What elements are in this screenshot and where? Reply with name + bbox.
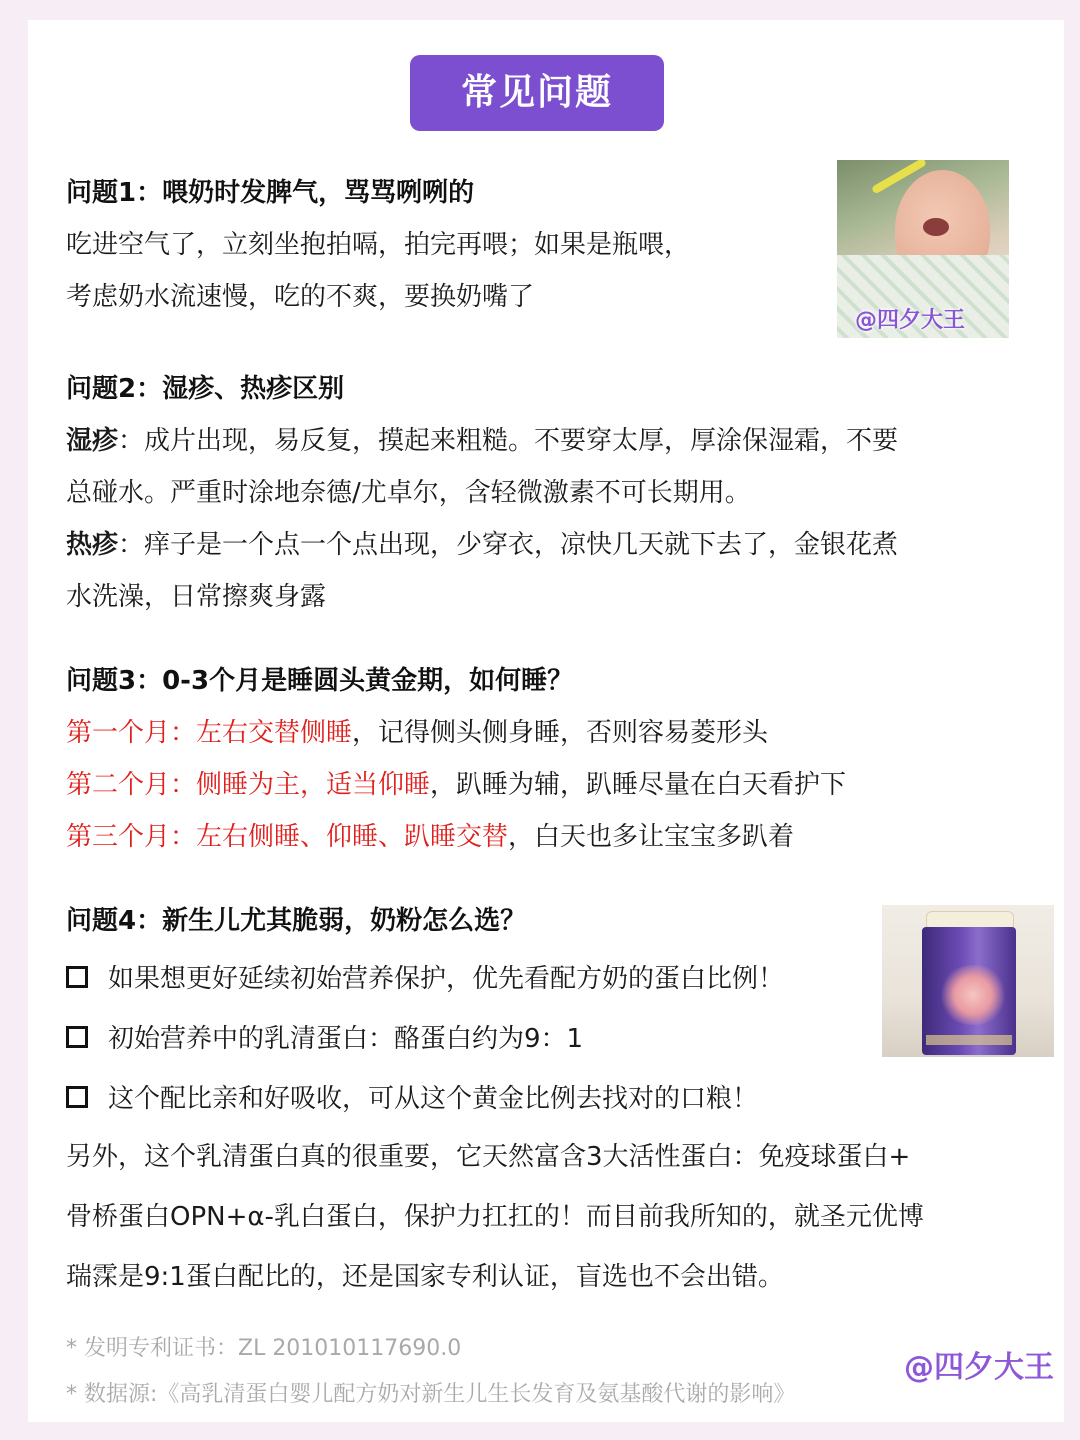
can-label <box>926 1035 1012 1045</box>
q4-bullet-2 <box>66 1022 583 1056</box>
bullet-text: 这个配比亲和好吸收，可从这个黄金比例去找对的口粮！ <box>108 1084 759 1114</box>
q3-month-1 <box>66 716 768 750</box>
month-1-rest: ，记得侧头侧身睡，否则容易菱形头 <box>352 718 769 748</box>
q4-paragraph-2: 骨桥蛋白OPN+α-乳白蛋白，保护力扛扛的！而目前我所知的，就圣元优博 <box>66 1202 924 1232</box>
q4-paragraph-3: 瑞霂是9:1蛋白配比的，还是国家专利认证，盲选也不会出错。 <box>66 1262 784 1292</box>
q2-eczema-line-2: 总碰水。严重时涂地奈德/尤卓尔，含轻微激素不可长期用。 <box>66 478 751 508</box>
can-decoration <box>938 965 1008 1025</box>
q4-paragraph-1: 另外，这个乳清蛋白真的很重要，它天然富含3大活性蛋白：免疫球蛋白+ <box>66 1142 911 1172</box>
q1-heading: 问题1：喂奶时发脾气，骂骂咧咧的 <box>66 178 475 208</box>
q4-heading: 问题4：新生儿尤其脆弱，奶粉怎么选？ <box>66 906 527 936</box>
eczema-text-1: ：成片出现，易反复，摸起来粗糙。不要穿太厚，厚涂保湿霜，不要 <box>118 426 899 456</box>
footnote-source: * 数据源:《高乳清蛋白婴儿配方奶对新生儿生长发育及氨基酸代谢的影响》 <box>66 1382 796 1407</box>
checkbox-icon <box>66 1026 88 1048</box>
q1-line-1: 吃进空气了，立刻坐抱拍嗝，拍完再喂；如果是瓶喂， <box>66 230 691 260</box>
q3-heading: 问题3：0-3个月是睡圆头黄金期，如何睡？ <box>66 666 574 696</box>
q3-month-2 <box>66 768 846 802</box>
month-3-highlight: 第三个月：左右侧睡、仰睡、趴睡交替 <box>66 822 509 852</box>
heat-text-1: ：痒子是一个点一个点出现，少穿衣，凉快几天就下去了，金银花煮 <box>118 530 899 560</box>
page-title: 常见问题 <box>410 55 664 131</box>
watermark: @四夕大王 <box>904 1350 1054 1385</box>
bullet-text: 如果想更好延续初始营养保护，优先看配方奶的蛋白比例！ <box>108 964 785 994</box>
month-2-rest: ，趴睡为辅，趴睡尽量在白天看护下 <box>430 770 847 800</box>
q2-eczema-line-1 <box>66 424 898 458</box>
baby-mouth <box>923 218 949 236</box>
q4-bullet-1 <box>66 962 784 996</box>
q2-heading: 问题2：湿疹、热疹区别 <box>66 374 345 404</box>
baby-photo <box>837 160 1009 338</box>
heat-rash-label: 热疹 <box>66 530 119 560</box>
q4-bullet-3 <box>66 1082 758 1116</box>
month-2-highlight: 第二个月：侧睡为主，适当仰睡 <box>66 770 431 800</box>
bullet-text: 初始营养中的乳清蛋白：酪蛋白约为9：1 <box>108 1024 584 1054</box>
q2-heat-line-2: 水洗澡，日常擦爽身露 <box>66 582 327 612</box>
photo-watermark: @四夕大王 <box>855 308 966 333</box>
month-1-highlight: 第一个月：左右交替侧睡 <box>66 718 353 748</box>
month-3-rest: ，白天也多让宝宝多趴着 <box>508 822 795 852</box>
q3-month-3 <box>66 820 794 854</box>
eczema-label: 湿疹 <box>66 426 119 456</box>
q1-line-2: 考虑奶水流速慢，吃的不爽，要换奶嘴了 <box>66 282 535 312</box>
checkbox-icon <box>66 1086 88 1108</box>
formula-can-photo <box>882 905 1054 1057</box>
footnote-patent: * 发明专利证书：ZL 201010117690.0 <box>66 1336 462 1361</box>
q2-heat-line-1 <box>66 528 898 562</box>
checkbox-icon <box>66 966 88 988</box>
